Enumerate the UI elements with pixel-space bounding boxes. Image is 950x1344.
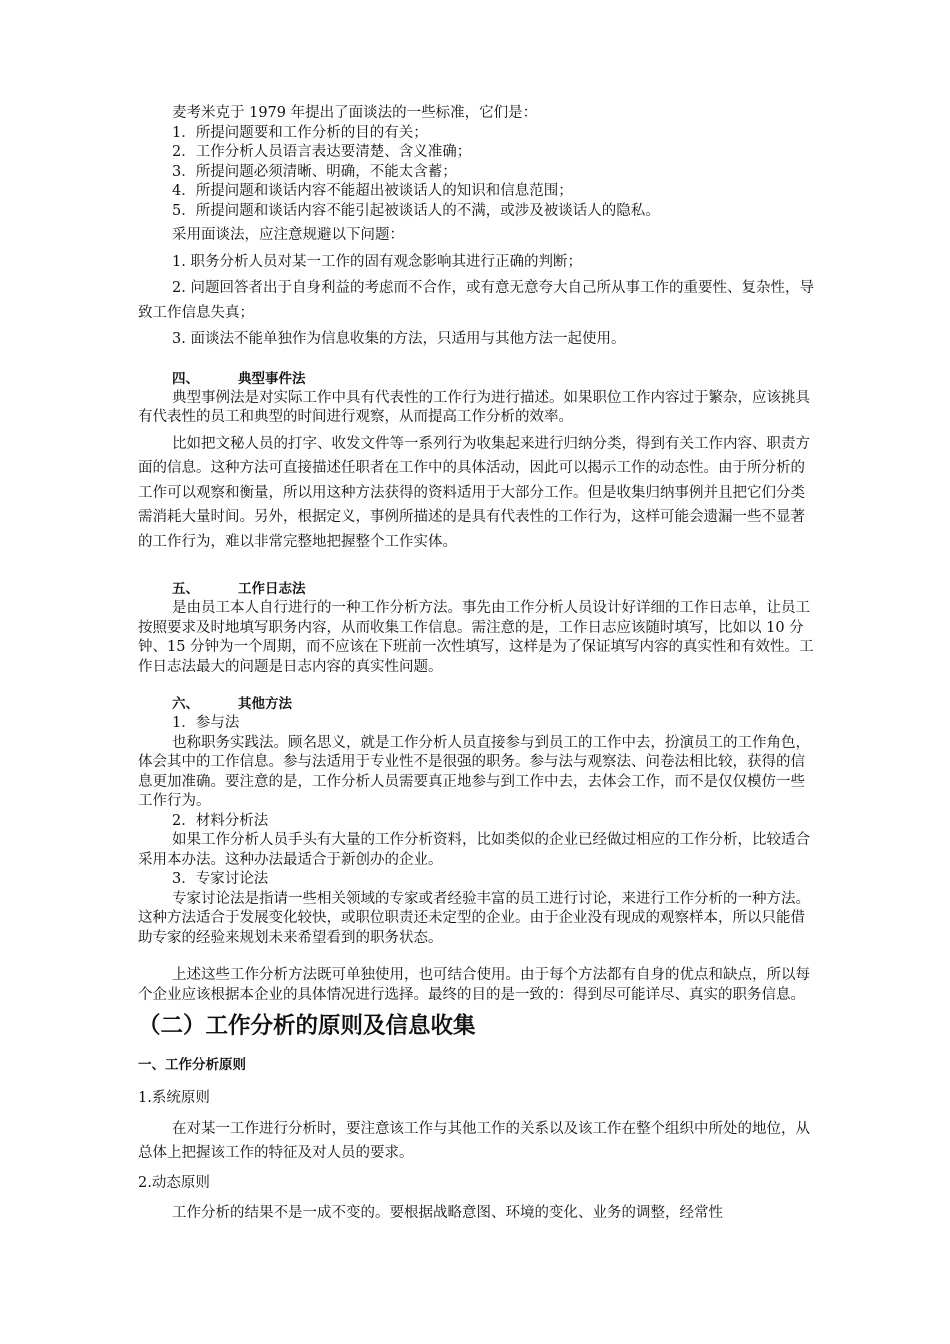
method-title: 1．参与法 (172, 715, 240, 731)
avoid-item: 2. 问题回答者出于自身利益的考虑而不合作，或有意无意夸大自己所从事工作的重要性、复杂性，导致工作信息失真； (138, 280, 814, 321)
section-number: 六、 (172, 696, 199, 712)
section-title: 工作日志法 (238, 581, 306, 597)
section-title: 其他方法 (238, 696, 292, 712)
intro-lead: 麦考米克于 1979 年提出了面谈法的一些标准，它们是： (172, 105, 538, 121)
section-heading-6 (138, 694, 818, 714)
section-title: 典型事件法 (238, 370, 306, 387)
section4-para1: 典型事例法是对实际工作中具有代表性的工作行为进行描述。如果职位工作内容过于繁杂，应该挑具有代表性的员工和典型的时间进行观察，从而提高工作分析的效率。 (138, 389, 810, 425)
method-para: 如果工作分析人员手头有大量的工作分析资料，比如类似的企业已经做过相应的工作分析，比较适合采用本办法。这种办法最适合于新创办的企业。 (138, 832, 810, 868)
section-heading-4 (138, 369, 818, 389)
method-title: 2．材料分析法 (172, 812, 269, 829)
principle-title: 2.动态原则 (138, 1174, 210, 1191)
avoid-lead: 采用面谈法，应注意规避以下问题： (172, 227, 404, 243)
avoid-item: 3. 面谈法不能单独作为信息收集的方法，只适用与其他方法一起使用。 (172, 331, 626, 347)
document-page (138, 104, 818, 1226)
avoid-item: 1. 职务分析人员对某一工作的固有观念影响其进行正确的判断； (172, 253, 582, 270)
sub-heading: 一、工作分析原则 (138, 1057, 246, 1073)
method-para: 专家讨论法是指请一些相关领域的专家或者经验丰富的员工进行讨论，来进行工作分析的一种方法。这种方法适合于发展变化较快，或职位职责还未定型的企业。由于企业没有现成的观察样本，所以只能借助专家的经验来规划未来希望看到的职务状态。 (138, 890, 810, 946)
section-number: 四、 (172, 370, 199, 387)
principle-para: 在对某一工作进行分析时，要注意该工作与其他工作的关系以及该工作在整个组织中所处的地位，从总体上把握该工作的特征及对人员的要求。 (138, 1120, 810, 1161)
standard-item: 5．所提问题和谈话内容不能引起被谈话人的不满，或涉及被谈话人的隐私。 (172, 202, 660, 219)
standard-item: 3．所提问题必须清晰、明确，不能太含蓄； (172, 163, 457, 180)
principle-para: 工作分析的结果不是一成不变的。要根据战略意图、环境的变化、业务的调整，经常性 (172, 1205, 723, 1221)
methods-summary: 上述这些工作分析方法既可单独使用，也可结合使用。由于每个方法都有自身的优点和缺点，所以每个企业应该根据本企业的具体情况进行选择。最终的目的是一致的：得到尽可能详尽、真实的职务信息。 (138, 967, 810, 1003)
principle-title: 1.系统原则 (138, 1090, 210, 1106)
standard-item: 1．所提问题要和工作分析的目的有关； (172, 124, 428, 141)
method-title: 3．专家讨论法 (172, 871, 269, 887)
standard-item: 2．工作分析人员语言表达要清楚、含义准确； (172, 144, 472, 160)
section4-para2: 比如把文秘人员的打字、收发文件等一系列行为收集起来进行归纳分类，得到有关工作内容、职责方面的信息。这种方法可直接描述任职者在工作中的具体活动，因此可以揭示工作的动态性。由于所分析的工作可以观察和衡量，所以用这种方法获得的资料适用于大部分工作。但是收集归纳事例并且把它们分类需消耗大量时间。另外，根据定义，事例所描述的是具有代表性的工作行为，这样可能会遗漏一些不显著的工作行为，难以非常完整地把握整个工作实体。 (138, 435, 810, 550)
section5-para: 是由员工本人自行进行的一种工作分析方法。事先由工作分析人员设计好详细的工作日志单，让员工按照要求及时地填写职务内容，从而收集工作信息。需注意的是，工作日志应该随时填写，比如以 10 分钟、15 分钟为一个周期，而不应该在下班前一次性填写，这样是为了保证填写内容的真实性和有效性。工作日志法最大的问题是日志内容的真实性问题。 (138, 600, 814, 675)
standard-item: 4．所提问题和谈话内容不能超出被谈话人的知识和信息范围； (172, 183, 573, 199)
method-para: 也称职务实践法。顾名思义，就是工作分析人员直接参与到员工的工作中去，扮演员工的工作角色，体会其中的工作信息。参与法适用于专业性不是很强的职务。参与法与观察法、问卷法相比较，获得的信息更加准确。要注意的是，工作分析人员需要真正地参与到工作中去，去体会工作，而不是仅仅模仿一些工作行为。 (138, 734, 810, 809)
part-heading: （二）工作分析的原则及信息收集 (138, 1013, 476, 1039)
section-heading-5 (138, 579, 818, 599)
section-number: 五、 (172, 581, 199, 597)
